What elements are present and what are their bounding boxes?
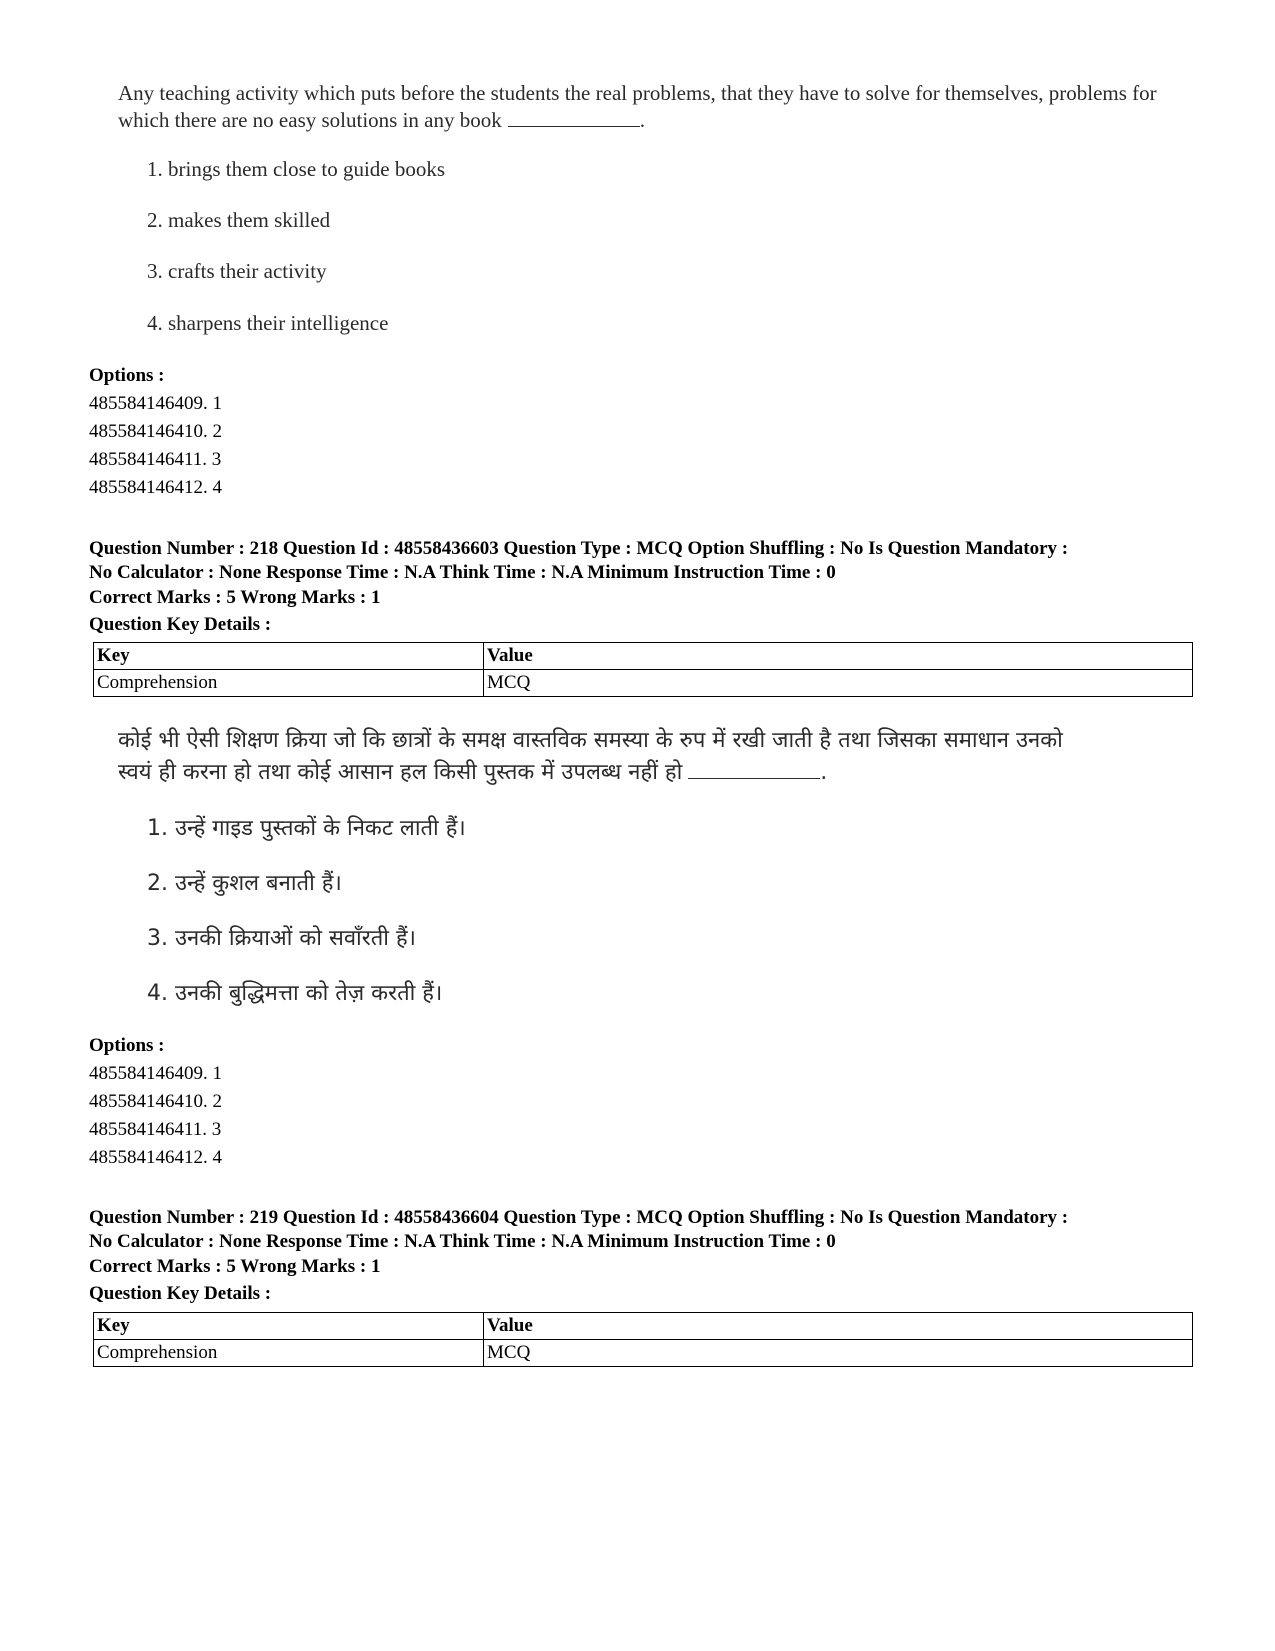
option-item: 485584146411. 3	[89, 1119, 222, 1140]
question-218-option-3: 3. उनकी क्रियाओं को सवाँरती हैं।	[147, 926, 417, 951]
question-218-option-4: 4. उनकी बुद्धिमत्ता को तेज़ करती हैं।	[147, 981, 443, 1006]
answer-blank	[508, 125, 640, 127]
question-218-marks: Correct Marks : 5 Wrong Marks : 1	[89, 587, 381, 608]
table-cell-key: Comprehension	[94, 1340, 484, 1367]
question-218-meta	[89, 537, 1189, 585]
question-219-key-table	[93, 1312, 1193, 1367]
options-list	[89, 1060, 222, 1172]
table-header-row	[94, 643, 1193, 670]
option-item: 485584146409. 1	[89, 1063, 222, 1084]
stem-hindi-line-1: कोई भी ऐसी शिक्षण क्रिया जो कि छात्रों के समक्ष वास्तविक समस्या के रुप में रखी जाती है तथा जिसका समाधान उनको	[118, 728, 1063, 753]
question-219-key-details-label: Question Key Details :	[89, 1283, 272, 1304]
stem-hindi-line-2-wrap	[118, 757, 1198, 789]
meta-line-2: No Calculator : None Response Time : N.A Think Time : N.A Minimum Instruction Time : 0	[89, 1231, 836, 1252]
question-217-option-1: 1. brings them close to guide books	[147, 157, 446, 181]
question-218-option-1: 1. उन्हें गाइड पुस्तकों के निकट लाती हैं।	[147, 816, 466, 841]
option-item: 485584146409. 1	[89, 393, 222, 414]
question-217-option-3: 3. crafts their activity	[147, 259, 327, 283]
answer-blank	[688, 777, 820, 779]
option-item: 485584146412. 4	[89, 1147, 222, 1168]
stem-hindi-line-2: स्वयं ही करना हो तथा कोई आसान हल किसी पुस्तक में उपलब्ध नहीं हो	[118, 760, 683, 785]
option-item: 485584146412. 4	[89, 477, 222, 498]
options-label: Options :	[89, 1035, 165, 1056]
question-218-option-2: 2. उन्हें कुशल बनाती हैं।	[147, 871, 342, 896]
option-item: 485584146410. 2	[89, 1091, 222, 1112]
table-row	[94, 1340, 1193, 1367]
question-217-option-4: 4. sharpens their intelligence	[147, 311, 389, 335]
options-label: Options :	[89, 365, 165, 386]
table-row	[94, 670, 1193, 697]
question-218-key-details-label: Question Key Details :	[89, 614, 272, 635]
option-item: 485584146410. 2	[89, 421, 222, 442]
table-cell-value: MCQ	[484, 670, 1193, 697]
question-218-stem-hindi	[118, 725, 1198, 789]
meta-line-1: Question Number : 219 Question Id : 48558436604 Question Type : MCQ Option Shuffling : No Is Question Mandatory :	[89, 1207, 1069, 1228]
table-header-value: Value	[484, 643, 1193, 670]
stem-period: .	[639, 108, 645, 132]
table-header-key: Key	[94, 643, 484, 670]
options-list	[89, 390, 222, 502]
table-header-row	[94, 1313, 1193, 1340]
question-219-meta	[89, 1206, 1189, 1254]
option-item: 485584146411. 3	[89, 449, 222, 470]
question-217-stem	[118, 80, 1168, 134]
question-219-marks: Correct Marks : 5 Wrong Marks : 1	[89, 1256, 381, 1277]
question-218-key-table	[93, 642, 1193, 697]
meta-line-1: Question Number : 218 Question Id : 48558436603 Question Type : MCQ Option Shuffling : No Is Question Mandatory :	[89, 538, 1069, 559]
meta-line-2: No Calculator : None Response Time : N.A Think Time : N.A Minimum Instruction Time : 0	[89, 562, 836, 583]
table-header-key: Key	[94, 1313, 484, 1340]
question-217-option-2: 2. makes them skilled	[147, 208, 331, 232]
stem-period: .	[820, 760, 828, 785]
table-header-value: Value	[484, 1313, 1193, 1340]
table-cell-value: MCQ	[484, 1340, 1193, 1367]
table-cell-key: Comprehension	[94, 670, 484, 697]
question-217-stem-text: Any teaching activity which puts before the students the real problems, that they have to solve for themselves, problems for which there are no easy solutions in any book	[118, 81, 1157, 132]
